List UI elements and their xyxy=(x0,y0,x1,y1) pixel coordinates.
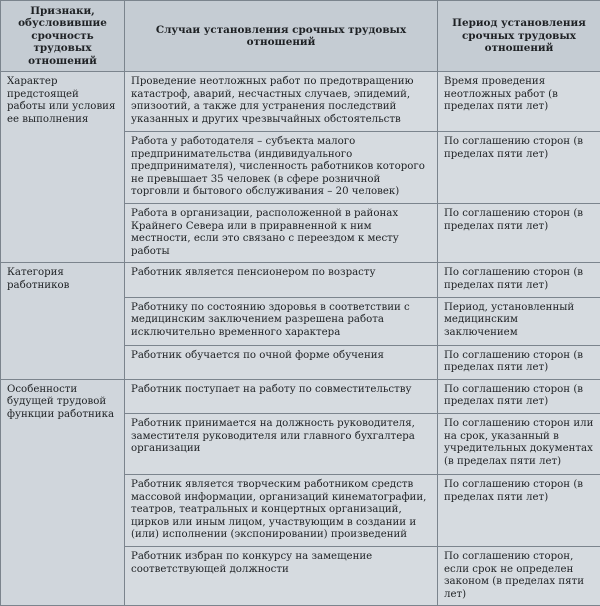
period-cell: По соглашению сторон (в пределах пяти лет) xyxy=(438,263,600,297)
case-cell: Проведение неотложных работ по предотвращению катастроф, аварий, несчастных случаев, эпидемий, эпизоотий, а также для устранения последствий указанных и других чрезвычайных обстоятельств xyxy=(125,72,438,132)
case-cell: Работник является творческим работником средств массовой информации, организаций кинематографии, театров, театральных и концертных организаций, цирков или иным лицом, участвующим в создании и (или) исполнении (экспонировании) произведений xyxy=(125,474,438,546)
category-cell: Характер предстоящей работы или условия ее выполнения xyxy=(1,72,125,263)
period-cell: По соглашению сторон или на срок, указанный в учредительных документах (в пределах пяти лет) xyxy=(438,413,600,474)
case-cell: Работник является пенсионером по возрасту xyxy=(125,263,438,297)
period-cell: По соглашению сторон (в пределах пяти лет) xyxy=(438,132,600,204)
header-case: Случаи установления срочных трудовых отношений xyxy=(125,1,438,72)
period-cell: По соглашению сторон (в пределах пяти лет) xyxy=(438,204,600,263)
case-cell: Работа у работодателя – субъекта малого предпринимательства (индивидуального предпринимателя), численность работников которого не превышает 35 человек (в сфере розничной торговли и бытового обслуживания – 20 человек) xyxy=(125,132,438,204)
header-period: Период установления срочных трудовых отношений xyxy=(438,1,600,72)
case-cell: Работник принимается на должность руководителя, заместителя руководителя или главного бухгалтера организации xyxy=(125,413,438,474)
period-cell: По соглашению сторон (в пределах пяти лет) xyxy=(438,345,600,379)
header-row xyxy=(1,1,600,72)
case-cell: Работнику по состоянию здоровья в соответствии с медицинским заключением разрешена работа исключительно временного характера xyxy=(125,297,438,345)
period-cell: По соглашению сторон, если срок не определен законом (в пределах пяти лет) xyxy=(438,546,600,605)
case-cell: Работник избран по конкурсу на замещение соответствующей должности xyxy=(125,546,438,605)
period-cell: По соглашению сторон (в пределах пяти лет) xyxy=(438,379,600,413)
table-header xyxy=(1,1,600,72)
period-cell: По соглашению сторон (в пределах пяти лет) xyxy=(438,474,600,546)
header-criteria: Признаки, обусловившие срочность трудовых отношений xyxy=(1,1,125,72)
case-cell: Работник обучается по очной форме обучения xyxy=(125,345,438,379)
category-cell: Категория работников xyxy=(1,263,125,379)
case-cell: Работа в организации, расположенной в районах Крайнего Севера или в приравненной к ним местности, если это связано с переездом к месту работы xyxy=(125,204,438,263)
case-cell: Работник поступает на работу по совместительству xyxy=(125,379,438,413)
table-row xyxy=(1,263,600,297)
period-cell: Период, установленный медицинским заключением xyxy=(438,297,600,345)
period-cell: Время проведения неотложных работ (в пределах пяти лет) xyxy=(438,72,600,132)
table-row xyxy=(1,72,600,132)
table-row xyxy=(1,379,600,413)
table-body xyxy=(1,72,600,606)
category-cell: Особенности будущей трудовой функции работника xyxy=(1,379,125,606)
